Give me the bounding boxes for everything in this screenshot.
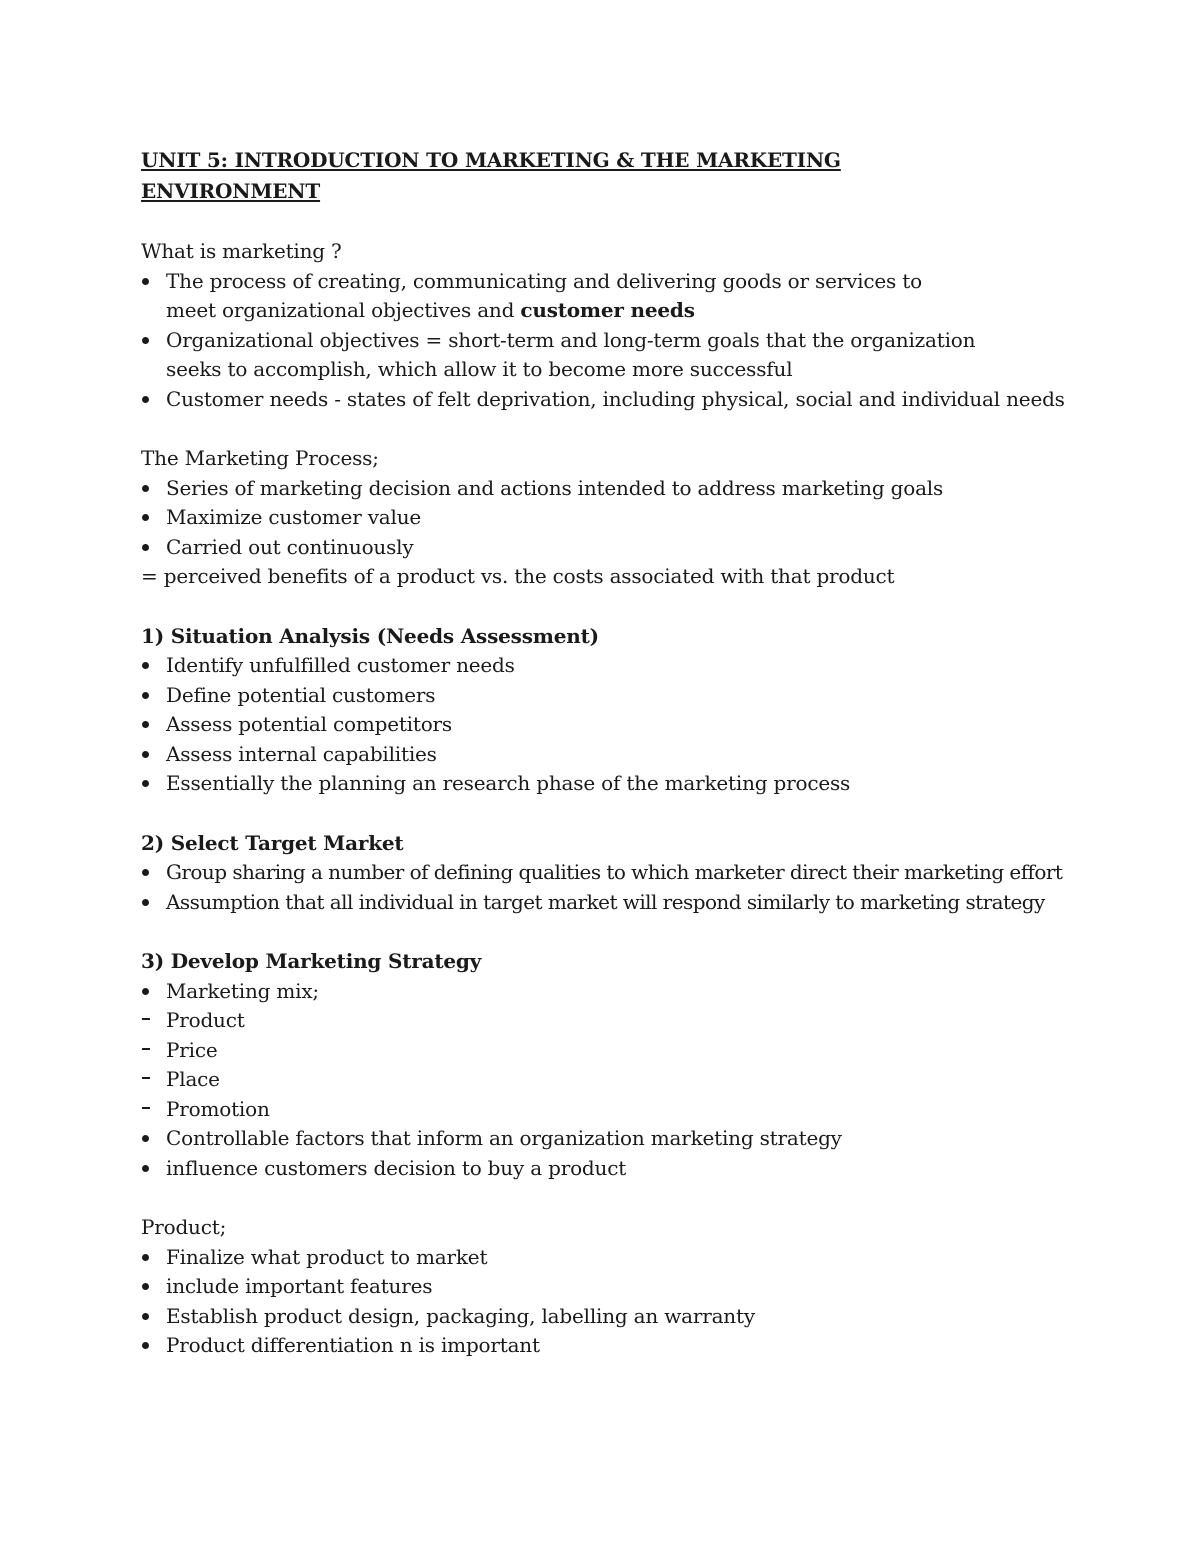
list-item-text: Finalize what product to market (166, 1244, 488, 1269)
list-item-text: Define potential customers (166, 682, 436, 707)
list-item-text: Promotion (166, 1096, 270, 1121)
list-item-text: Identify unfulfilled customer needs (166, 653, 515, 677)
list-item (141, 1006, 1080, 1036)
list-item (141, 1065, 1080, 1095)
spacer (141, 414, 1080, 444)
situation-analysis-heading: 1) Situation Analysis (Needs Assessment) (141, 623, 599, 648)
list-item (141, 769, 1080, 799)
list-item-text: Essentially the planning an research phase of the marketing process (166, 771, 851, 795)
spacer (141, 592, 1080, 622)
list-item-text: Customer needs - states of felt deprivation, including physical, social and individual needs (166, 386, 1065, 411)
list-item (141, 977, 1080, 1007)
product-list (141, 1243, 1080, 1361)
list-item (141, 1124, 1080, 1154)
list-item-text: Assess internal capabilities (166, 741, 437, 766)
list-item (141, 1243, 1080, 1273)
list-item-text: Assess potential competitors (166, 712, 452, 736)
spacer (141, 1183, 1080, 1213)
list-item (141, 533, 1080, 563)
customer-needs-emphasis: customer needs (520, 298, 695, 322)
spacer (141, 917, 1080, 947)
situation-analysis-list (141, 651, 1080, 799)
marketing-strategy-list (141, 977, 1080, 1184)
list-item-text: The process of creating, communicating and delivering goods or services to meet organizational objectives and (166, 268, 922, 322)
customer-value-note: = perceived benefits of a product vs. the costs associated with that product (141, 564, 895, 588)
list-item (141, 858, 1080, 888)
list-item-text: Group sharing a number of defining qualities to which marketer direct their marketing effort (166, 860, 1063, 884)
list-item (141, 326, 1036, 385)
list-item (141, 1331, 1080, 1361)
list-item-text: include important features (166, 1274, 433, 1298)
list-item-text: Place (166, 1067, 220, 1091)
target-market-heading: 2) Select Target Market (141, 830, 404, 855)
marketing-strategy-heading: 3) Develop Marketing Strategy (141, 949, 482, 973)
list-item-text: Assumption that all individual in target market will respond similarly to marketing strategy (166, 889, 1045, 914)
list-item (141, 1302, 1080, 1332)
what-is-marketing-label: What is marketing ? (141, 239, 342, 263)
list-item (141, 474, 1080, 504)
document-title: UNIT 5: INTRODUCTION TO MARKETING & THE MARKETING ENVIRONMENT (141, 148, 841, 203)
list-item-text: Carried out continuously (166, 534, 414, 559)
list-item (141, 1272, 1080, 1302)
list-item (141, 651, 1080, 681)
list-item (141, 1036, 1080, 1066)
list-item (141, 385, 1080, 415)
list-item-text: Price (166, 1037, 218, 1062)
list-item-text: Establish product design, packaging, labelling an warranty (166, 1303, 755, 1328)
list-item-text: influence customers decision to buy a product (166, 1155, 627, 1180)
spacer (141, 207, 1080, 237)
list-item-text: Product differentiation n is important (166, 1333, 540, 1357)
list-item (141, 1154, 1080, 1184)
product-label: Product; (141, 1215, 227, 1239)
list-item-text: Product (166, 1008, 245, 1032)
list-item-text: Organizational objectives = short-term and long-term goals that the organization seeks to accomplish, which allow it to become more successful (166, 327, 976, 381)
list-item (141, 710, 1080, 740)
marketing-process-list (141, 474, 1080, 563)
list-item (141, 681, 1080, 711)
list-item (141, 888, 1080, 918)
what-is-marketing-list (141, 267, 1080, 415)
list-item (141, 1095, 1080, 1125)
list-item-text: Maximize customer value (166, 505, 422, 529)
list-item (141, 503, 1080, 533)
list-item (141, 267, 956, 326)
spacer (141, 799, 1080, 829)
marketing-process-label: The Marketing Process; (141, 446, 379, 470)
target-market-list (141, 858, 1080, 917)
list-item (141, 740, 1080, 770)
list-item-text: Marketing mix; (166, 978, 319, 1003)
list-item-text: Controllable factors that inform an organization marketing strategy (166, 1126, 842, 1150)
list-item-text: Series of marketing decision and actions intended to address marketing goals (166, 475, 944, 500)
